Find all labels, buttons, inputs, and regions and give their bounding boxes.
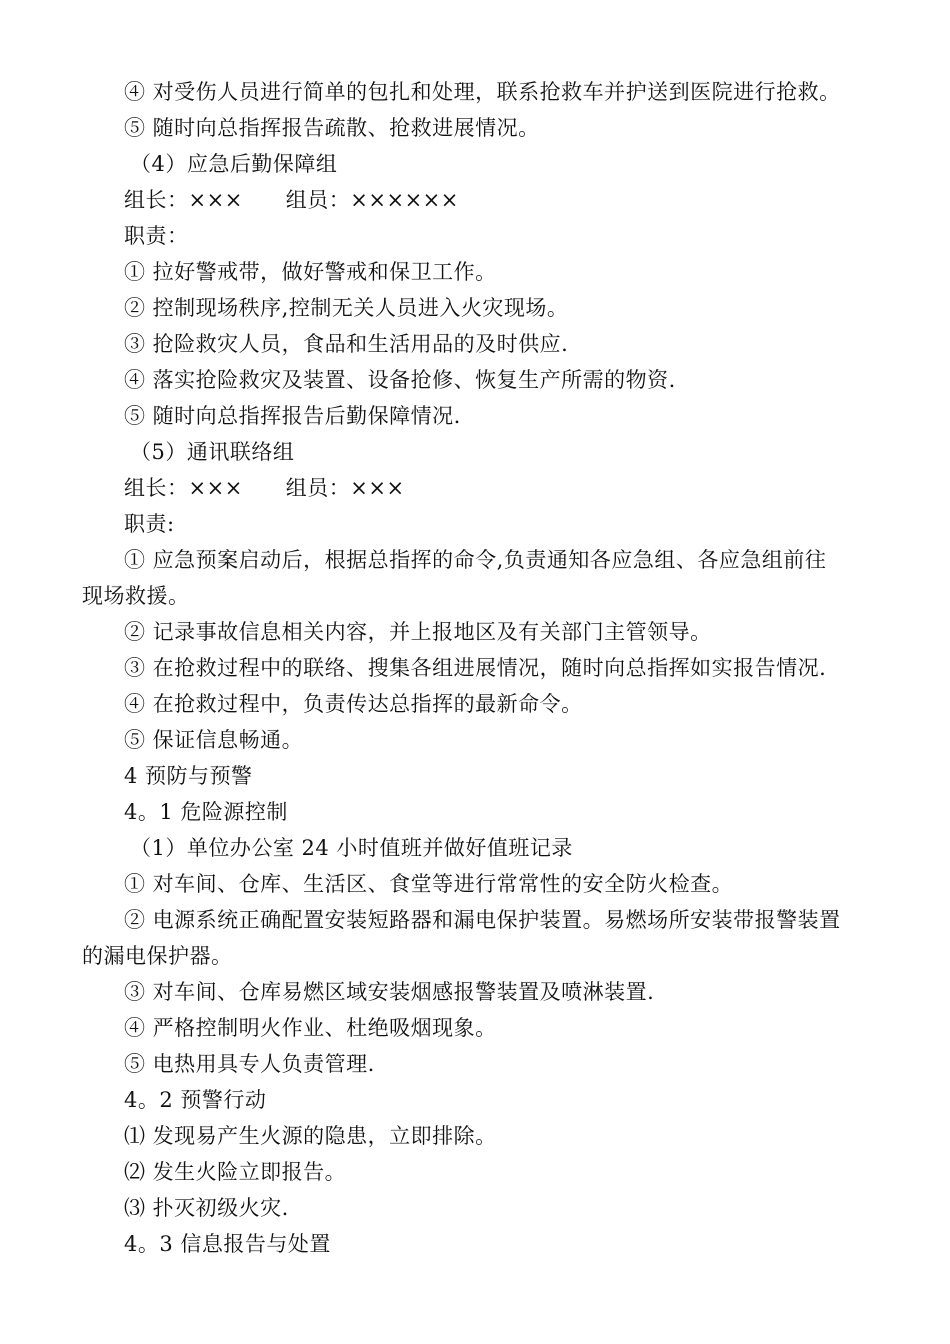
hazard-control-point-5: ⑤ 电热用具专人负责管理. xyxy=(124,1052,375,1076)
duty-item-logistics-4: ④ 落实抢险救灾及装置、设备抢修、恢复生产所需的物资. xyxy=(124,368,676,392)
warning-action-2: ⑵ 发生火险立即报告。 xyxy=(124,1160,347,1184)
section-heading-communication-group: （5）通讯联络组 xyxy=(130,440,295,464)
warning-action-1: ⑴ 发现易产生火源的隐患，立即排除。 xyxy=(124,1124,497,1148)
duty-item-rescue-5: ⑤ 随时向总指挥报告疏散、抢救进展情况。 xyxy=(124,116,540,140)
hazard-control-point-2-continued: 的漏电保护器。 xyxy=(82,944,233,968)
duty-item-communication-3: ③ 在抢救过程中的联络、搜集各组进展情况，随时向总指挥如实报告情况. xyxy=(124,656,827,680)
duty-item-rescue-4: ④ 对受伤人员进行简单的包扎和处理，联系抢救车并护送到医院进行抢救。 xyxy=(124,80,841,104)
subsection-heading-hazard-control: 4。1 危险源控制 xyxy=(124,800,288,824)
duty-item-logistics-5: ⑤ 随时向总指挥报告后勤保障情况. xyxy=(124,404,461,428)
hazard-control-point-3: ③ 对车间、仓库易燃区域安装烟感报警装置及喷淋装置. xyxy=(124,980,655,1004)
hazard-control-point-4: ④ 严格控制明火作业、杜绝吸烟现象。 xyxy=(124,1016,497,1040)
duty-item-communication-2: ② 记录事故信息相关内容，并上报地区及有关部门主管领导。 xyxy=(124,620,712,644)
section-heading-logistics-group: （4）应急后勤保障组 xyxy=(130,152,338,176)
duty-item-logistics-2: ② 控制现场秩序,控制无关人员进入火灾现场。 xyxy=(124,296,569,320)
duty-item-communication-1-continued: 现场救援。 xyxy=(82,584,190,608)
section-heading-prevention: 4 预防与预警 xyxy=(124,764,253,788)
logistics-group-members: 组长：××× 组员：×××××× xyxy=(124,188,459,212)
duties-label: 职责: xyxy=(124,512,175,536)
duties-label: 职责： xyxy=(124,224,189,248)
communication-group-members: 组长：××× 组员：××× xyxy=(124,476,405,500)
duty-item-communication-1: ① 应急预案启动后，根据总指挥的命令,负责通知各应急组、各应急组前往 xyxy=(124,548,827,572)
subsection-heading-warning-action: 4。2 预警行动 xyxy=(124,1088,267,1112)
warning-action-3: ⑶ 扑灭初级火灾. xyxy=(124,1196,289,1220)
duty-item-communication-4: ④ 在抢救过程中，负责传达总指挥的最新命令。 xyxy=(124,692,583,716)
hazard-control-point-1: ① 对车间、仓库、生活区、食堂等进行常常性的安全防火检查。 xyxy=(124,872,734,896)
duty-item-logistics-1: ① 拉好警戒带，做好警戒和保卫工作。 xyxy=(124,260,497,284)
hazard-control-item-1: （1）单位办公室 24 小时值班并做好值班记录 xyxy=(130,836,573,860)
hazard-control-point-2: ② 电源系统正确配置安装短路器和漏电保护装置。易燃场所安装带报警装置 xyxy=(124,908,841,932)
duty-item-logistics-3: ③ 抢险救灾人员，食品和生活用品的及时供应. xyxy=(124,332,569,356)
subsection-heading-info-report: 4。3 信息报告与处置 xyxy=(124,1232,331,1256)
duty-item-communication-5: ⑤ 保证信息畅通。 xyxy=(124,728,304,752)
